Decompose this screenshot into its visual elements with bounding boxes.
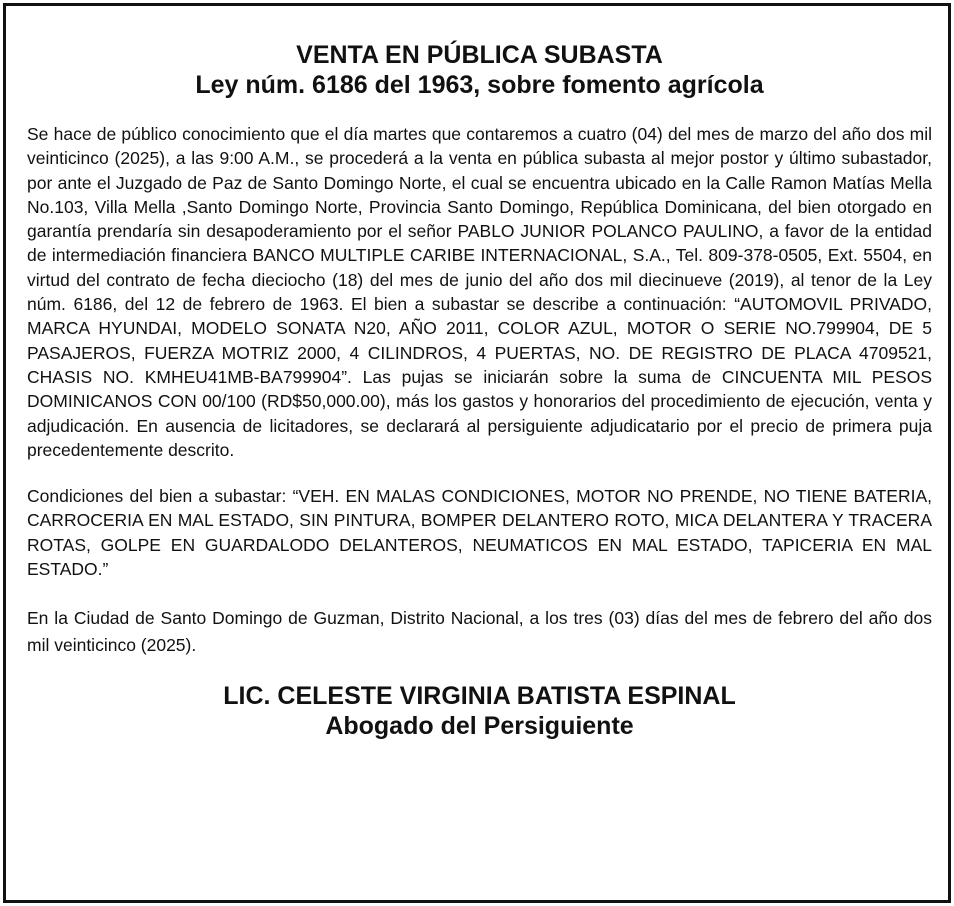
signatory-name: LIC. CELESTE VIRGINIA BATISTA ESPINAL xyxy=(223,682,736,711)
notice-subtitle: Ley núm. 6186 del 1963, sobre fomento agrícola xyxy=(195,71,764,99)
auction-details-paragraph: Se hace de público conocimiento que el día martes que contaremos a cuatro (04) del mes de marzo del año dos mil veinticinco (2025), a las 9:00 A.M., se procederá a la venta en pública subasta al mejor postor y último subastador, por ante el Juzgado de Paz de Santo Domingo Norte, el cual se encuentra ubicado en la Calle Ramon Matías Mella No.103, Villa Mella ,Santo Domingo Norte, Provincia Santo Domingo, República Dominicana, del bien otorgado en garantía prendaría sin desapoderamiento por el señor PABLO JUNIOR POLANCO PAULINO, a favor de la entidad de intermediación financiera BANCO MULTIPLE CARIBE INTERNACIONAL, S.A., Tel. 809-378-0505, Ext. 5504, en virtud del contrato de fecha dieciocho (18) del mes de junio del año dos mil diecinueve (2019), al tenor de la Ley núm. 6186, del 12 de febrero de 1963. El bien a subastar se describe a continuación: “AUTOMOVIL PRIVADO, MARCA HYUNDAI, MODELO SONATA N20, AÑO 2011, COLOR AZUL, MOTOR O SERIE NO.799904, DE 5 PASAJEROS, FUERZA MOTRIZ 2000, 4 CILINDROS, 4 PUERTAS, NO. DE REGISTRO DE PLACA 4709521, CHASIS NO. KMHEU41MB-BA799904”. Las pujas se iniciarán sobre la suma de CINCUENTA MIL PESOS DOMINICANOS CON 00/100 (RD$50,000.00), más los gastos y honorarios del procedimiento de ejecución, venta y adjudicación. En ausencia de licitadores, se declarará al persiguiente adjudicatario por el precio de primera puja precedentemente descrito. xyxy=(27,124,932,460)
signatory-role: Abogado del Persiguiente xyxy=(325,712,634,741)
vehicle-conditions-paragraph: Condiciones del bien a subastar: “VEH. EN MALAS CONDICIONES, MOTOR NO PRENDE, NO TIENE BATERIA, CARROCERIA EN MAL ESTADO, SIN PINTURA, BOMPER DELANTERO ROTO, MICA DELANTERA Y TRACERA ROTAS, GOLPE EN GUARDALODO DELANTEROS, NEUMATICOS EN MAL ESTADO, TAPICERIA EN MAL ESTADO.” xyxy=(27,486,932,580)
notice-content xyxy=(27,40,932,741)
signature-block xyxy=(27,681,932,741)
date-location-paragraph: En la Ciudad de Santo Domingo de Guzman, Distrito Nacional, a los tres (03) días del mes de febrero del año dos mil veinticinco (2025). xyxy=(27,608,932,656)
notice-frame xyxy=(3,3,951,903)
notice-header xyxy=(27,40,932,100)
notice-title: VENTA EN PÚBLICA SUBASTA xyxy=(296,41,663,69)
